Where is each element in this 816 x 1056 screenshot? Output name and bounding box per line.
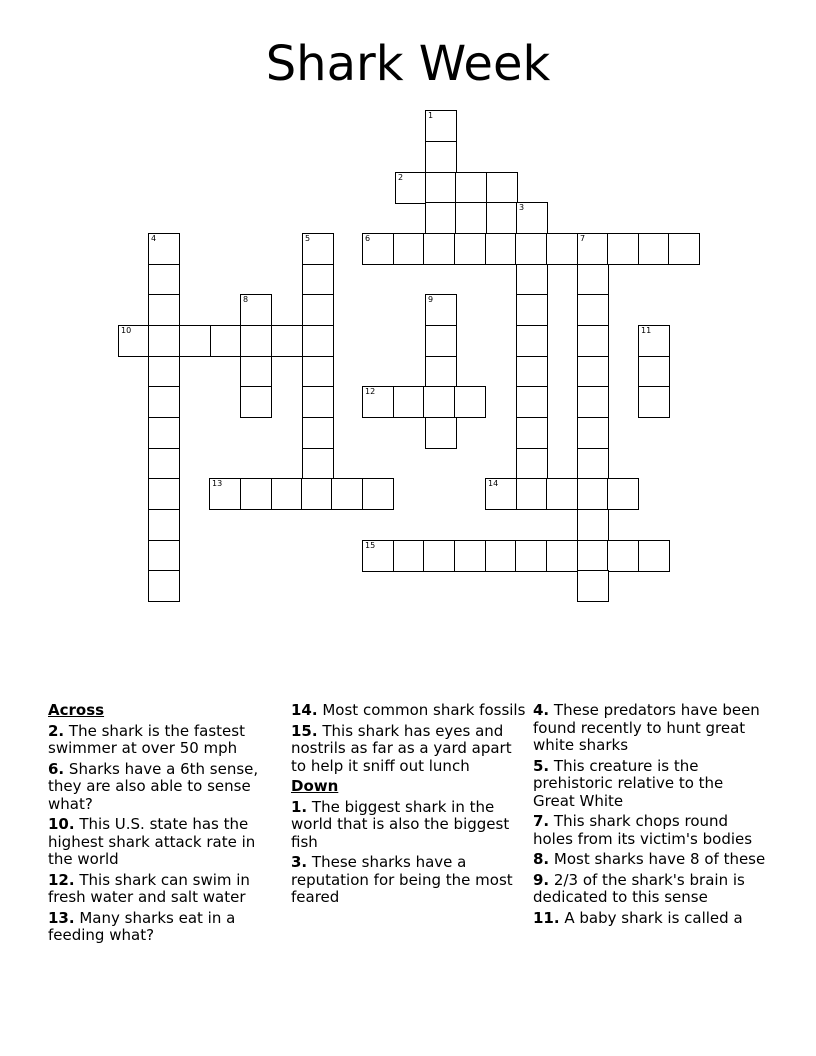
cell-number: 8 <box>243 295 249 304</box>
grid-cell[interactable] <box>607 540 639 572</box>
grid-cell[interactable] <box>515 233 547 265</box>
clue-across-12 <box>48 872 284 907</box>
grid-cell[interactable] <box>148 325 180 357</box>
clue-number: 7. <box>533 812 550 830</box>
grid-cell[interactable] <box>302 356 334 388</box>
grid-cell[interactable] <box>362 540 394 572</box>
grid-cell[interactable] <box>148 417 180 449</box>
cell-number: 1 <box>428 111 434 120</box>
grid-cell[interactable] <box>179 325 211 357</box>
clue-text: These sharks have a reputation for being the most feared <box>291 853 513 906</box>
grid-cell[interactable] <box>425 356 457 388</box>
grid-cell[interactable] <box>148 448 180 480</box>
grid-cell[interactable] <box>638 386 670 418</box>
clue-number: 12. <box>48 870 75 889</box>
clue-down-8 <box>533 851 769 869</box>
clue-across-6 <box>48 761 284 814</box>
grid-cell[interactable] <box>118 325 150 357</box>
grid-cell[interactable] <box>546 233 578 265</box>
grid-cell[interactable] <box>455 202 487 234</box>
cell-number: 5 <box>305 234 311 243</box>
grid-cell[interactable] <box>423 233 455 265</box>
clue-text: Many sharks eat in a feeding what? <box>48 908 236 944</box>
down-heading: Down <box>291 777 339 795</box>
grid-cell[interactable] <box>546 478 578 510</box>
clue-text: This shark has eyes and nostrils as far as a yard apart to help it sniff out lunch <box>291 721 512 775</box>
grid-cell[interactable] <box>148 233 180 265</box>
grid-cell[interactable] <box>393 233 425 265</box>
grid-cell[interactable] <box>301 478 333 510</box>
clue-text: Most sharks have 8 of these <box>553 850 766 868</box>
grid-cell[interactable] <box>393 386 425 418</box>
grid-cell[interactable] <box>607 478 639 510</box>
grid-cell[interactable] <box>577 448 609 480</box>
clue-number: 4. <box>533 701 550 719</box>
grid-cell[interactable] <box>240 325 272 357</box>
cell-number: 14 <box>488 479 499 488</box>
grid-cell[interactable] <box>240 356 272 388</box>
grid-cell[interactable] <box>485 233 517 265</box>
cell-number: 13 <box>212 479 223 488</box>
cell-number: 3 <box>519 203 525 212</box>
clue-across-10 <box>48 816 284 869</box>
grid-cell[interactable] <box>302 386 334 418</box>
grid-cell[interactable] <box>425 294 457 326</box>
cell-number: 12 <box>365 387 376 396</box>
cell-number: 15 <box>365 541 376 550</box>
clue-number: 11. <box>533 908 560 927</box>
grid-cell[interactable] <box>209 478 241 510</box>
grid-cell[interactable] <box>425 141 457 173</box>
clue-text: These predators have been found recently to hunt great white sharks <box>533 701 760 754</box>
across-heading: Across <box>48 701 105 719</box>
grid-cell[interactable] <box>302 448 334 480</box>
clue-number: 10. <box>48 815 75 833</box>
grid-cell[interactable] <box>240 294 272 326</box>
clue-text: This shark can swim in fresh water and salt water <box>48 870 250 906</box>
grid-cell[interactable] <box>638 233 670 265</box>
grid-cell[interactable] <box>240 386 272 418</box>
grid-cell[interactable] <box>516 386 548 418</box>
grid-cell[interactable] <box>638 356 670 388</box>
clue-column-1 <box>48 702 284 948</box>
clue-text: Sharks have a 6th sense, they are also able to sense what? <box>48 759 259 813</box>
clue-number: 14. <box>291 701 318 719</box>
grid-cell[interactable] <box>148 356 180 388</box>
grid-cell[interactable] <box>516 202 548 234</box>
grid-cell[interactable] <box>148 264 180 296</box>
grid-cell[interactable] <box>302 417 334 449</box>
grid-cell[interactable] <box>362 233 394 265</box>
clue-text: This U.S. state has the highest shark attack rate in the world <box>48 815 256 868</box>
grid-cell[interactable] <box>210 325 242 357</box>
grid-cell[interactable] <box>577 356 609 388</box>
grid-cell[interactable] <box>668 233 700 265</box>
grid-cell[interactable] <box>425 110 457 142</box>
grid-cell[interactable] <box>516 264 548 296</box>
grid-cell[interactable] <box>148 570 180 602</box>
clue-across-14 <box>291 702 527 720</box>
clue-down-3 <box>291 854 527 907</box>
grid-cell[interactable] <box>577 386 609 418</box>
grid-cell[interactable] <box>148 478 180 510</box>
grid-cell[interactable] <box>423 540 455 572</box>
cell-number: 11 <box>641 326 652 335</box>
grid-cell[interactable] <box>454 540 486 572</box>
grid-cell[interactable] <box>485 540 517 572</box>
clue-number: 8. <box>533 850 550 868</box>
clue-text: Most common shark fossils <box>322 701 526 719</box>
clue-number: 6. <box>48 759 65 778</box>
clue-down-1 <box>291 799 527 852</box>
grid-cell[interactable] <box>516 448 548 480</box>
clue-down-11 <box>533 910 769 928</box>
grid-cell[interactable] <box>302 294 334 326</box>
grid-cell[interactable] <box>302 325 334 357</box>
grid-cell[interactable] <box>577 264 609 296</box>
clue-number: 13. <box>48 908 75 927</box>
grid-cell[interactable] <box>516 478 548 510</box>
grid-cell[interactable] <box>423 386 455 418</box>
clue-text: A baby shark is called a <box>564 908 743 927</box>
clue-text: The shark is the fastest swimmer at over 50 mph <box>48 721 245 757</box>
grid-cell[interactable] <box>425 417 457 449</box>
grid-cell[interactable] <box>577 540 609 572</box>
clue-across-13 <box>48 910 284 945</box>
grid-cell[interactable] <box>425 172 457 204</box>
grid-cell[interactable] <box>362 478 394 510</box>
grid-cell[interactable] <box>271 325 303 357</box>
clue-down-4 <box>533 702 769 755</box>
grid-cell[interactable] <box>516 294 548 326</box>
grid-cell[interactable] <box>577 417 609 449</box>
grid-cell[interactable] <box>302 233 334 265</box>
grid-cell[interactable] <box>607 233 639 265</box>
clue-text: This shark chops round holes from its victim's bodies <box>533 812 753 848</box>
cell-number: 9 <box>428 295 434 304</box>
clue-text: This creature is the prehistoric relative to the Great White <box>533 756 724 810</box>
clue-number: 5. <box>533 756 550 775</box>
grid-cell[interactable] <box>240 478 272 510</box>
grid-cell[interactable] <box>546 540 578 572</box>
grid-cell[interactable] <box>395 172 427 204</box>
clue-down-7 <box>533 813 769 848</box>
grid-cell[interactable] <box>148 294 180 326</box>
grid-cell[interactable] <box>515 540 547 572</box>
grid-cell[interactable] <box>516 356 548 388</box>
grid-cell[interactable] <box>425 202 457 234</box>
grid-cell[interactable] <box>486 172 518 204</box>
clue-number: 15. <box>291 721 318 740</box>
grid-cell[interactable] <box>271 478 303 510</box>
grid-cell[interactable] <box>638 540 670 572</box>
clue-number: 9. <box>533 870 550 889</box>
cell-number: 4 <box>151 234 157 243</box>
page-title: Shark Week <box>265 36 551 92</box>
grid-cell[interactable] <box>425 325 457 357</box>
grid-cell[interactable] <box>485 478 517 510</box>
grid-cell[interactable] <box>331 478 363 510</box>
grid-cell[interactable] <box>454 386 486 418</box>
grid-cell[interactable] <box>638 325 670 357</box>
clue-across-2 <box>48 723 284 758</box>
clue-number: 3. <box>291 853 308 871</box>
grid-cell[interactable] <box>148 540 180 572</box>
clue-across-15 <box>291 723 527 776</box>
cell-number: 6 <box>365 234 371 243</box>
grid-cell[interactable] <box>516 325 548 357</box>
clue-down-5 <box>533 758 769 811</box>
clue-number: 2. <box>48 721 65 740</box>
grid-cell[interactable] <box>302 264 334 296</box>
grid-cell[interactable] <box>455 172 487 204</box>
cell-number: 7 <box>580 234 586 243</box>
clue-down-9 <box>533 872 769 907</box>
clue-column-2 <box>291 702 527 910</box>
grid-cell[interactable] <box>577 325 609 357</box>
grid-cell[interactable] <box>362 386 394 418</box>
grid-cell[interactable] <box>148 509 180 541</box>
grid-cell[interactable] <box>486 202 518 234</box>
grid-cell[interactable] <box>577 233 609 265</box>
grid-cell[interactable] <box>577 294 609 326</box>
clue-text: The biggest shark in the world that is also the biggest fish <box>291 797 510 851</box>
grid-cell[interactable] <box>393 540 425 572</box>
grid-cell[interactable] <box>516 417 548 449</box>
grid-cell[interactable] <box>577 478 609 510</box>
clue-list <box>0 702 816 1002</box>
clue-column-3 <box>533 702 769 930</box>
grid-cell[interactable] <box>577 570 609 602</box>
clue-number: 1. <box>291 797 308 816</box>
clue-text: 2/3 of the shark's brain is dedicated to this sense <box>533 870 745 906</box>
cell-number: 10 <box>121 326 132 335</box>
cell-number: 2 <box>398 173 404 182</box>
grid-cell[interactable] <box>454 233 486 265</box>
grid-cell[interactable] <box>577 509 609 541</box>
grid-cell[interactable] <box>148 386 180 418</box>
